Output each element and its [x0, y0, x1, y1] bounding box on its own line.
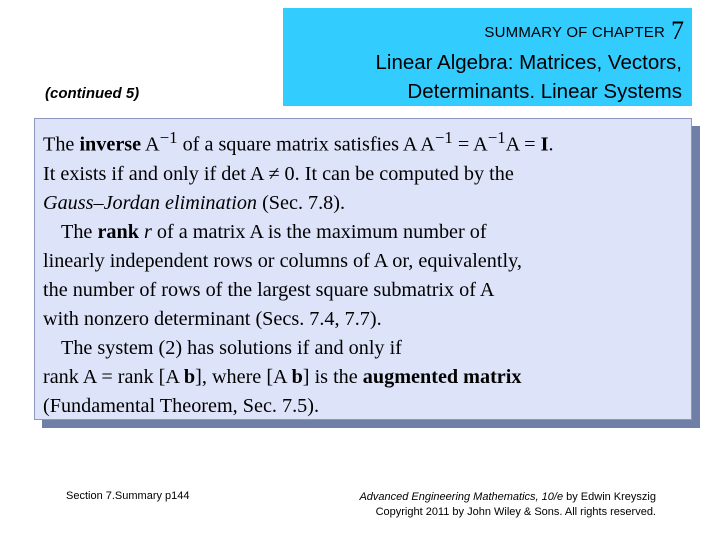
term-inverse: inverse	[79, 133, 142, 156]
text-line-4	[43, 218, 683, 247]
summary-content-box	[34, 118, 692, 420]
term-rank: rank	[97, 220, 139, 243]
summary-label: SUMMARY OF CHAPTER	[484, 24, 665, 41]
text-line-2: It exists if and only if det A ≠ 0. It can be computed by the	[43, 162, 514, 185]
text-line-6: the number of rows of the largest square submatrix of A	[43, 278, 495, 301]
text-line-3	[43, 189, 683, 218]
rank-variable: r	[144, 220, 152, 243]
text-line-8: The system (2) has solutions if and only if	[61, 336, 402, 359]
book-title: Advanced Engineering Mathematics, 10/e	[359, 491, 564, 503]
text: A	[141, 133, 160, 156]
text-line-10: (Fundamental Theorem, Sec. 7.5).	[43, 394, 320, 417]
continued-label: (continued 5)	[45, 85, 140, 102]
summary-line	[484, 16, 684, 46]
text-line-9	[43, 363, 683, 392]
superscript: −1	[434, 128, 453, 147]
text: (Sec. 7.8).	[257, 191, 346, 214]
copyright-text: Copyright 2011 by John Wiley & Sons. All rights reserved.	[375, 506, 656, 518]
chapter-title-line-1: Linear Algebra: Matrices, Vectors,	[375, 51, 682, 74]
chapter-title-line-2: Determinants. Linear Systems	[407, 80, 682, 103]
text: The	[43, 133, 80, 156]
text: of a matrix A is the maximum number of	[151, 220, 487, 243]
text: of a square matrix satisfies A A	[177, 133, 435, 156]
book-credit	[359, 490, 656, 505]
text: .	[548, 133, 554, 156]
section-reference: Section 7.Summary p144	[66, 490, 190, 502]
text: ], where [A	[195, 365, 292, 388]
text-line-5: linearly independent rows or columns of A or, equivalently,	[43, 249, 522, 272]
term-gauss-jordan: Gauss–Jordan elimination	[43, 191, 258, 214]
vector-b: b	[183, 365, 196, 388]
chapter-title	[375, 48, 682, 106]
chapter-header-box	[283, 8, 692, 106]
text: A =	[505, 133, 541, 156]
text: rank A = rank [A	[43, 365, 184, 388]
vector-b: b	[291, 365, 303, 388]
text: ] is the	[302, 365, 363, 388]
chapter-number: 7	[671, 16, 684, 45]
term-augmented-matrix: augmented matrix	[362, 365, 522, 388]
book-author: by Edwin Kreyszig	[563, 491, 656, 503]
text: = A	[452, 133, 488, 156]
superscript: −1	[159, 128, 178, 147]
superscript: −1	[487, 128, 506, 147]
text-line-7: with nonzero determinant (Secs. 7.4, 7.7).	[43, 307, 382, 330]
text-line-1	[43, 123, 683, 160]
copyright-footer	[359, 490, 656, 520]
text: The	[61, 220, 98, 243]
identity-matrix: I	[540, 133, 549, 156]
